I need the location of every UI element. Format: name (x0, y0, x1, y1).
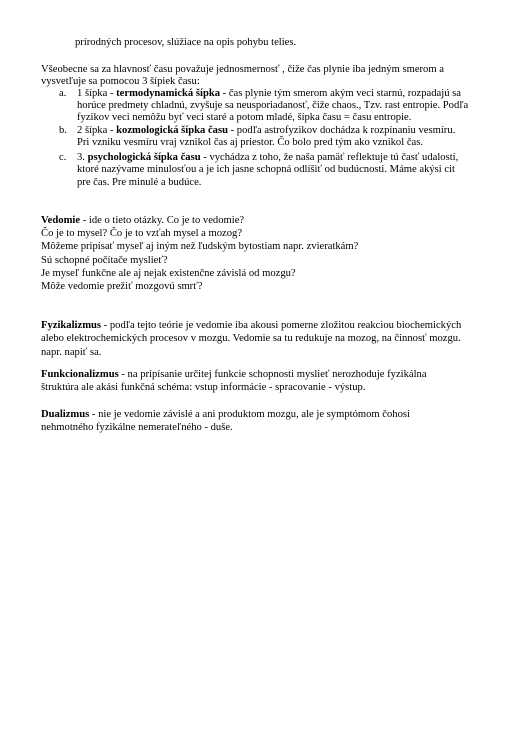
arrow-c-term: psychologická šípka času (87, 152, 201, 163)
funkcionalizmus-first-line (41, 369, 427, 381)
arrow-b-first-line (77, 125, 455, 137)
funkcionalizmus-term: Funkcionalizmus (41, 369, 119, 380)
arrow-c-prefix: 3. (77, 152, 88, 163)
vedomie-question-2: Môžeme pripísať myseľ aj iným než ľudským bytostiam napr. zvieratkám? (41, 241, 359, 252)
arrow-b-line-2: Pri vzniku vesmíru vraj vznikol čas aj priestor. Čo bolo pred tým ako vznikol čas. (77, 137, 423, 148)
fyzikalizmus-rest: - podľa tejto teórie je vedomie iba akousi pomerne zložitou reakciou biochemických (101, 320, 462, 331)
vedomie-rest: - ide o tieto otázky. Co je to vedomie? (80, 215, 245, 226)
fyzikalizmus-line-3: napr. napiť sa. (41, 347, 102, 358)
fyzikalizmus-term: Fyzikalizmus (41, 320, 102, 331)
arrow-c-first-line (77, 152, 458, 164)
arrow-b-term: kozmologická šípka času (116, 125, 228, 136)
list-marker-a: a. (59, 88, 67, 99)
arrow-a-prefix: 1 šípka - (77, 88, 117, 99)
dualizmus-line-2: nehmotného fyzikálne nemerateľného - duše. (41, 422, 233, 433)
arrow-b-prefix: 2 šípka - (77, 125, 117, 136)
arrow-a-first-line (77, 88, 461, 100)
fyzikalizmus-line-2: alebo elektrochemických procesov v mozgu. Vedomie sa tu redukuje na mozog, na činnosť mozgu. (41, 333, 461, 344)
vedomie-question-5: Môže vedomie prežiť mozgovú smrť? (41, 281, 203, 292)
intro-continuation-line: prírodných procesov, slúžiace na opis pohybu telies. (75, 37, 297, 48)
vedomie-first-line (41, 215, 244, 227)
dualizmus-term: Dualizmus (41, 409, 90, 420)
arrow-a-line-2: horúce predmety chladnú, zvyšuje sa neusporiadanosť, čiže chaos., Tzv. rast entropie. Podľa (77, 100, 469, 111)
arrow-c-line-3: pre čas. Pre minulé a budúce. (77, 177, 202, 188)
vedomie-term: Vedomie (41, 215, 81, 226)
arrow-a-term: termodynamická šípka (116, 88, 221, 99)
vedomie-question-4: Je myseľ funkčne ale aj nejak existenčne závislá od mozgu? (41, 268, 296, 279)
arrow-c-line-2: ktoré nazývame minulosťou a je ich jasne schopná odlíšiť od budúcnosti. Máme akýsi cit (77, 164, 455, 175)
funkcionalizmus-rest: - na pripísanie určitej funkcie schopnosti myslieť nerozhoduje fyzikálna (118, 369, 427, 380)
arrow-a-rest: - čas plynie tým smerom akým veci starnú, rozpadajú sa (220, 88, 461, 99)
arrow-a-line-3: fyzikov veci nemôžu byť veci staré a potom mladé, šípka času = času entropie. (77, 112, 412, 123)
list-marker-c: c. (59, 152, 67, 163)
dualizmus-first-line (41, 409, 410, 421)
dualizmus-rest: - nie je vedomie závislé a ani produktom mozgu, ale je symptómom čohosi (89, 409, 410, 420)
intro-line-2: vysvetľuje sa pomocou 3 šípiek času: (41, 76, 200, 87)
list-marker-b: b. (59, 125, 67, 136)
funkcionalizmus-line-2: štruktúra ale akási funkčná schéma: vstup informácie - spracovanie - výstup. (41, 382, 366, 393)
arrow-b-rest: - podľa astrofyzikov dochádza k rozpínaniu vesmíru. (227, 125, 456, 136)
fyzikalizmus-first-line (41, 320, 461, 332)
vedomie-question-3: Sú schopné počítače myslieť? (41, 255, 168, 266)
intro-line-1: Všeobecne sa za hlavnosť času považuje jednosmernosť , čiže čas plynie iba jedným smerom a (41, 64, 444, 75)
vedomie-question-1: Čo je to mysel? Čo je to vzťah mysel a mozog? (41, 228, 243, 239)
arrow-c-rest: - vychádza z toho, že naša pamäť reflektuje tú časť udalostí, (200, 152, 459, 163)
